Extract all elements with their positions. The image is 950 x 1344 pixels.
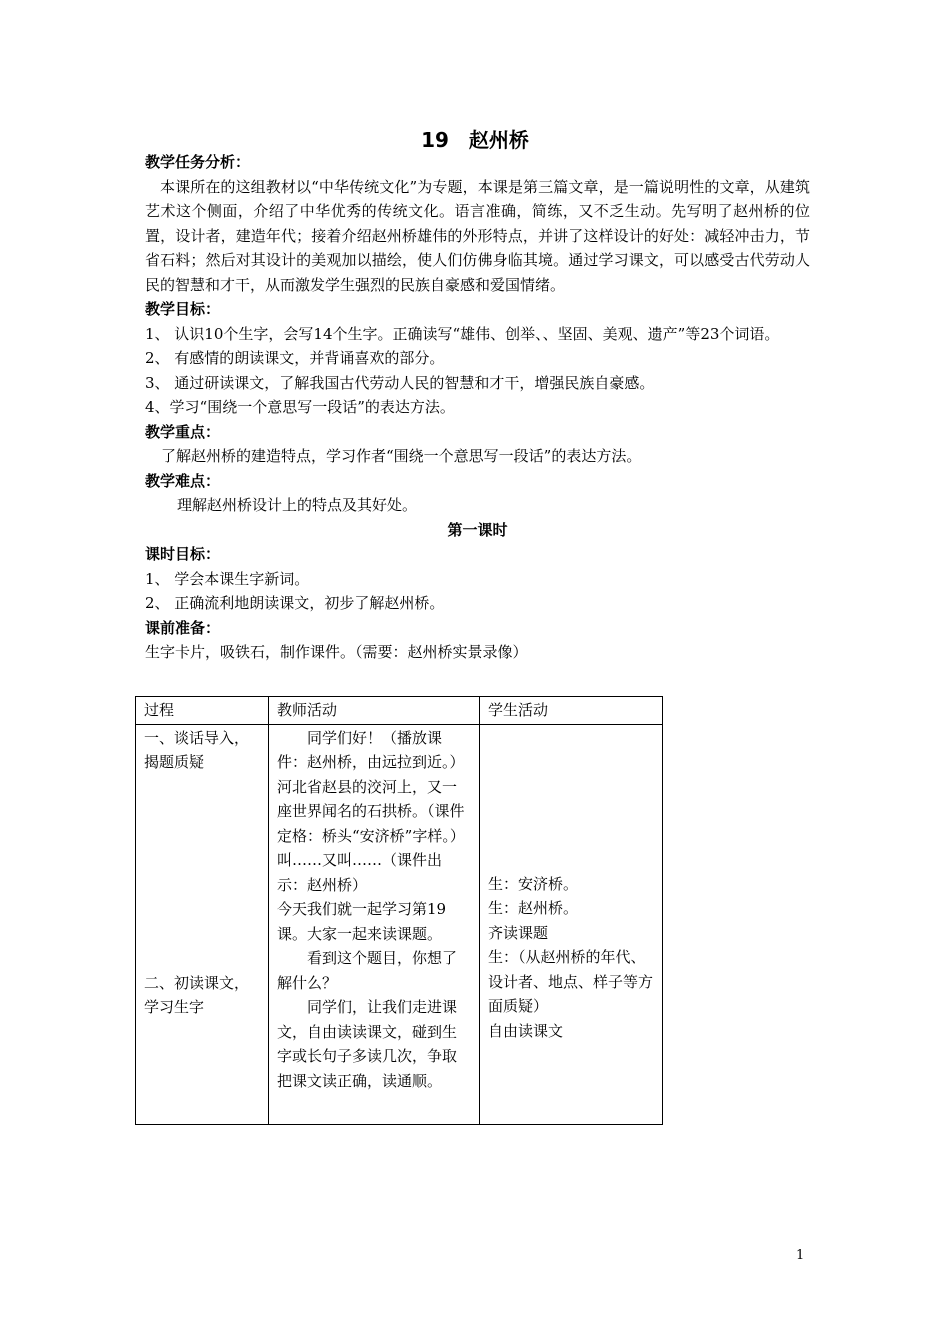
- process-step: 二、初读课文，学习生字: [144, 973, 250, 1016]
- header-process: 过程: [136, 697, 269, 725]
- goal-item: 2、 有感情的朗读课文，并背诵喜欢的部分。: [145, 349, 445, 367]
- document-title: 19 赵州桥: [421, 128, 529, 152]
- header-teacher: 教师活动: [269, 697, 480, 725]
- student-activity: 自由读课文: [488, 1021, 564, 1040]
- table-row: [136, 724, 663, 1124]
- document-body: [145, 150, 810, 665]
- difficulties-heading: 教学难点：: [145, 471, 221, 490]
- teacher-cell: [269, 724, 480, 1124]
- lesson-goal-item: 1、 学会本课生字新词。: [145, 569, 310, 588]
- student-activity: 生：安济桥。: [488, 874, 579, 893]
- difficulties-text: 理解赵州桥设计上的特点及其好处。: [177, 496, 418, 514]
- goal-item: 4、学习“围绕一个意思写一段话”的表达方法。: [145, 398, 455, 416]
- student-activity: 生：（从赵州桥的年代、设计者、地点、样子等方面质疑）: [488, 948, 654, 1015]
- prep-text: 生字卡片，吸铁石，制作课件。（需要：赵州桥实景录像）: [145, 643, 528, 661]
- lesson-plan-table: [135, 696, 663, 1125]
- header-student: 学生活动: [480, 697, 663, 725]
- teacher-activity: 同学们，让我们走进课文，自由读读课文，碰到生字或长句子多读几次，争取把课文读正确，读通顺。: [277, 998, 458, 1090]
- lesson1-heading: 第一课时: [447, 520, 508, 539]
- teacher-activity: 看到这个题目，你想了解什么？: [277, 949, 458, 992]
- process-step: 一、谈话导入，揭题质疑: [144, 728, 250, 771]
- student-activity: 生：赵州桥。: [488, 899, 579, 917]
- goal-item: 3、 通过研读课文，了解我国古代劳动人民的智慧和才干，增强民族自豪感。: [145, 373, 655, 392]
- goal-item: 1、 认识10个生字，会写14个生字。正确读写“雄伟、创举、、坚固、美观、遗产”等23个词语。: [145, 324, 780, 343]
- teacher-activity: 同学们好！（播放课件：赵州桥，由远拉到近。）河北省赵县的洨河上，又一座世界闻名的石拱桥。（课件定格：桥头“安济桥”字样。）叫……又叫……（课件出示：赵州桥）: [277, 728, 465, 894]
- goals-heading: 教学目标：: [145, 300, 221, 318]
- key-points-heading: 教学重点：: [145, 422, 221, 441]
- lesson-goals-heading: 课时目标：: [145, 545, 221, 563]
- analysis-heading: 教学任务分析：: [145, 153, 251, 171]
- prep-heading: 课前准备：: [145, 618, 221, 637]
- table-header-row: [136, 697, 663, 725]
- teacher-activity: 今天我们就一起学习第19课。大家一起来读课题。: [277, 900, 447, 943]
- student-activity: 齐读课题: [488, 923, 549, 942]
- page-number: 1: [796, 1248, 805, 1263]
- key-points-text: 了解赵州桥的建造特点，学习作者“围绕一个意思写一段话”的表达方法。: [161, 447, 642, 465]
- student-cell: [480, 724, 663, 1124]
- lesson-goal-item: 2、 正确流利地朗读课文，初步了解赵州桥。: [145, 594, 445, 612]
- process-cell: [136, 724, 269, 1124]
- analysis-text: 本课所在的这组教材以“中华传统文化”为专题，本课是第三篇文章，是一篇说明性的文章，从建筑艺术这个侧面，介绍了中华优秀的传统文化。语言准确，简练，又不乏生动。先写明了赵州桥的位置，设计者，建造年代；接着介绍赵州桥雄伟的外形特点，并讲了这样设计的好处：减轻冲击力，节省石料；然后对其设计的美观加以描绘，使人们仿佛身临其境。通过学习课文，可以感受古代劳动人民的智慧和才干，从而激发学生强烈的民族自豪感和爱国情绪。: [145, 177, 810, 294]
